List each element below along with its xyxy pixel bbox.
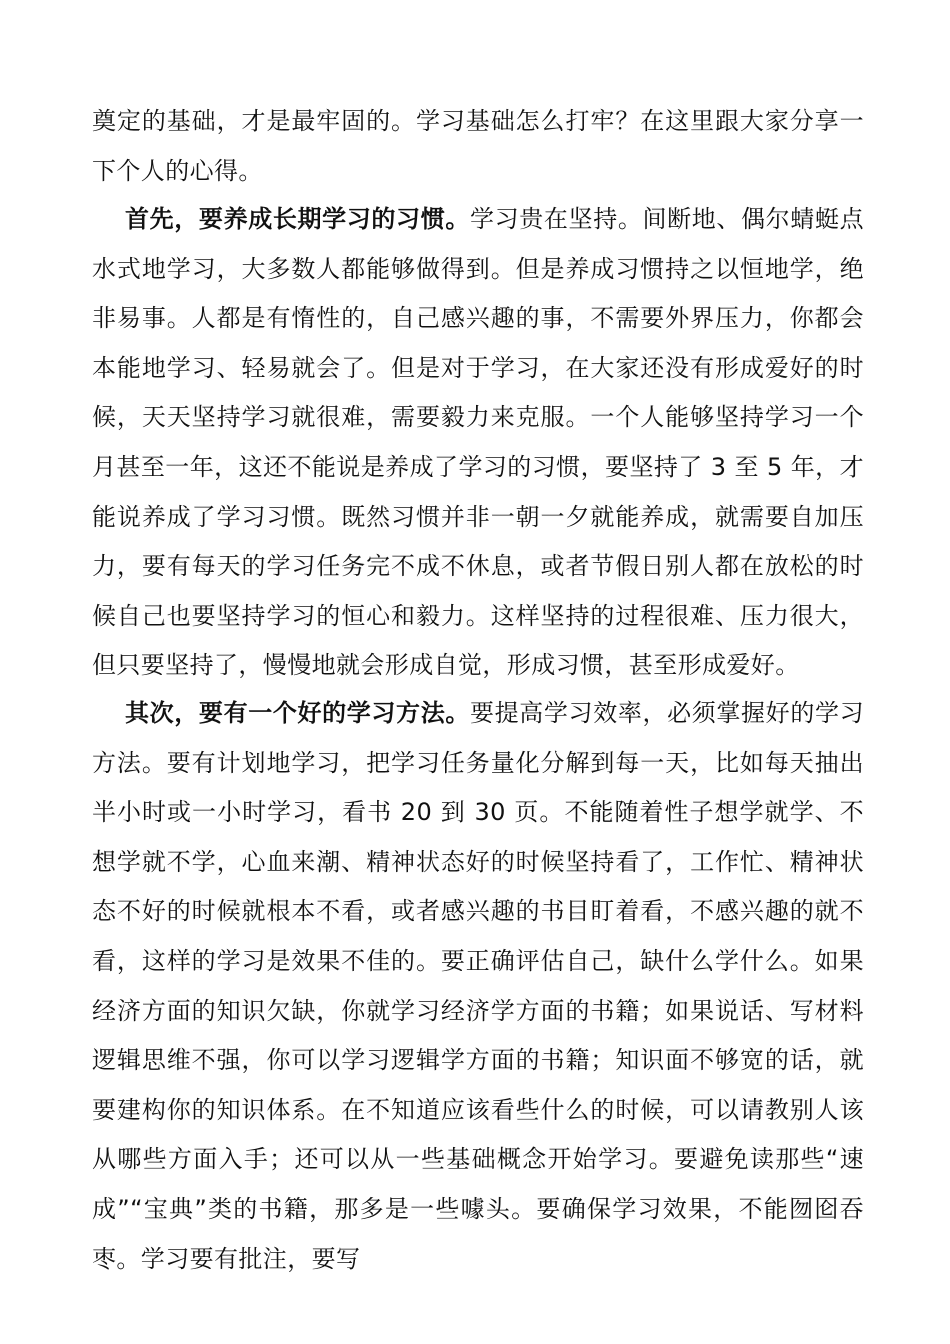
paragraph-habit [92, 195, 864, 691]
paragraph-intro [92, 97, 864, 196]
paragraph-text: 要提高学习效率，必须掌握好的学习方法。要有计划地学习，把学习任务量化分解到每一天，比如每天抽出半小时或一小时学习，看书 20 到 30 页。不能随着性子想学就学、不想学就不学，心血来潮、精神状态好的时候坚持看了，工作忙、精神状态不好的时候就根本不看，或者感兴趣的书目盯着看，不感兴趣的就不看，这样的学习是效果不佳的。要正确评估自己，缺什么学什么。如果经济方面的知识欠缺，你就学习经济学方面的书籍；如果说话、写材料逻辑思维不强，你可以学习逻辑学方面的书籍；知识面不够宽的话，就要建构你的知识体系。在不知道应该看些什么的时候，可以请教别人该从哪些方面入手；还可以从一些基础概念开始学习。要避免读那些“速成”“宝典”类的书籍，那多是一些噱头。要确保学习效果，不能囫囵吞枣。学习要有批注，要写 [92, 699, 864, 1273]
paragraph-lead-heading: 首先，要养成长期学习的习惯。 [125, 205, 470, 233]
paragraph-lead-heading: 其次，要有一个好的学习方法。 [125, 699, 470, 727]
paragraph-text: 奠定的基础，才是最牢固的。学习基础怎么打牢？在这里跟大家分享一下个人的心得。 [92, 107, 864, 185]
paragraph-text: 学习贵在坚持。间断地、偶尔蜻蜓点水式地学习，大多数人都能够做得到。但是养成习惯持之以恒地学，绝非易事。人都是有惰性的，自己感兴趣的事，不需要外界压力，你都会本能地学习、轻易就会了。但是对于学习，在大家还没有形成爱好的时候，天天坚持学习就很难，需要毅力来克服。一个人能够坚持学习一个月甚至一年，这还不能说是养成了学习的习惯，要坚持了 3 至 5 年，才能说养成了学习习惯。既然习惯并非一朝一夕就能养成，就需要自加压力，要有每天的学习任务完不成不休息，或者节假日别人都在放松的时候自己也要坚持学习的恒心和毅力。这样坚持的过程很难、压力很大，但只要坚持了，慢慢地就会形成自觉，形成习惯，甚至形成爱好。 [92, 205, 864, 680]
paragraph-method [92, 689, 864, 1284]
